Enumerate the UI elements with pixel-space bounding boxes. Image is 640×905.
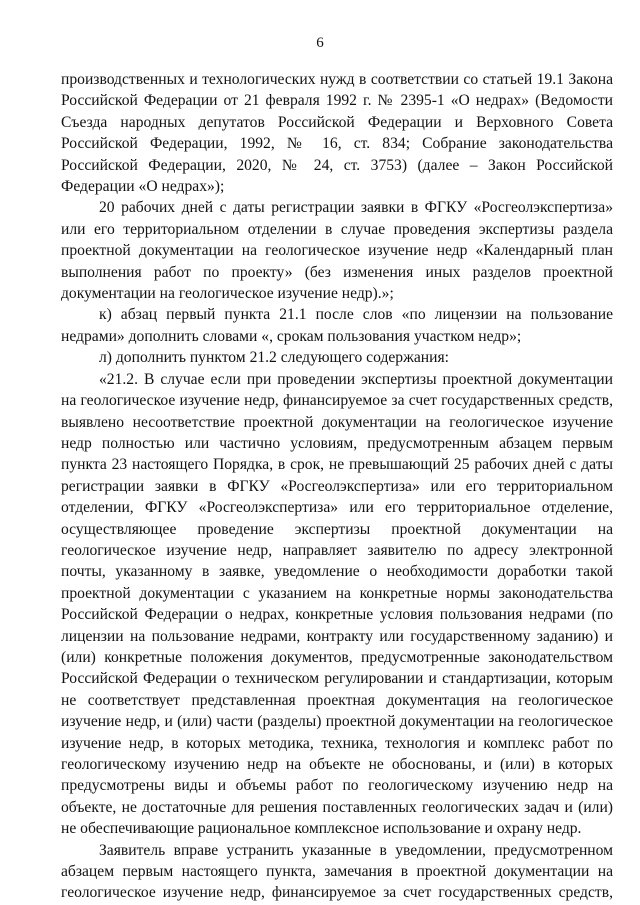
paragraph-item-k: к) абзац первый пункта 21.1 после слов «по лицензии на пользование недрами» дополнить словами «, срокам пользования участком недр»;	[61, 306, 613, 345]
paragraph-20-working-days: 20 рабочих дней с даты регистрации заявки в ФГКУ «Росгеолэкспертиза» или его территориальном отделении в случае проведения экспертизы раздела проектной документации на геологическое изучение недр «Календарный план выполнения работ по проекту» (без изменения иных разделов проектной документации на геологическое изучение недр).»;	[61, 199, 613, 303]
paragraph-clause-21-2: «21.2. В случае если при проведении экспертизы проектной документации на геологическое изучение недр, финансируемое за счет государственных средств, выявлено несоответствие проектной документации на геологическое изучение недр полностью или частично условиям, предусмотренным абзацем первым пункта 23 настоящего Порядка, в срок, не превышающий 25 рабочих дней с даты регистрации заявки в ФГКУ «Росгеолэкспертиза» или его территориальном отделении, ФГКУ «Росгеолэкспертиза» или его территориальное отделение, осуществляющее проведение экспертизы проектной документации на геологическое изучение недр, направляет заявителю по адресу электронной почты, указанному в заявке, уведомление о необходимости доработки такой проектной документации с указанием на конкретные нормы законодательства Российской Федерации о недрах, конкретные условия пользования недрами (по лицензии на пользование недрами, контракту или государственному заданию) и (или) конкретные положения документов, предусмотренные законодательством Российской Федерации о техническом регулировании и стандартизации, которым не соответствует представленная проектная документация на геологическое изучение недр, и (или) части (разделы) проектной документации на геологическое изучение недр, в которых методика, техника, технология и комплекс работ по геологическому изучению недр на объекте не обоснованы, и (или) в которых предусмотрены виды и объемы работ по геологическому изучению недр на объекте, не достаточные для решения поставленных геологических задач и (или) не обеспечивающие рациональное комплексное использование и охрану недр.	[61, 370, 613, 838]
paragraph-applicant-right: Заявитель вправе устранить указанные в уведомлении, предусмотренном абзацем первым настоящего пункта, замечания в проектной документации на геологическое изучение недр, финансируемое за счет государственных средств,	[61, 841, 613, 902]
paragraph-item-l: л) дополнить пунктом 21.2 следующего содержания:	[99, 349, 449, 367]
document-body	[61, 69, 613, 904]
page-number: 6	[316, 35, 324, 51]
paragraph-law-reference: производственных и технологических нужд в соответствии со статьей 19.1 Закона Российской Федерации от 21 февраля 1992 г. № 2395-1 «О недрах» (Ведомости Съезда народных депутатов Российской Федерации и Верховного Совета Российской Федерации, 1992, № 16, ст. 834; Собрание законодательства Российской Федерации, 2020, № 24, ст. 3753) (далее – Закон Российской Федерации «О недрах»);	[61, 71, 613, 196]
